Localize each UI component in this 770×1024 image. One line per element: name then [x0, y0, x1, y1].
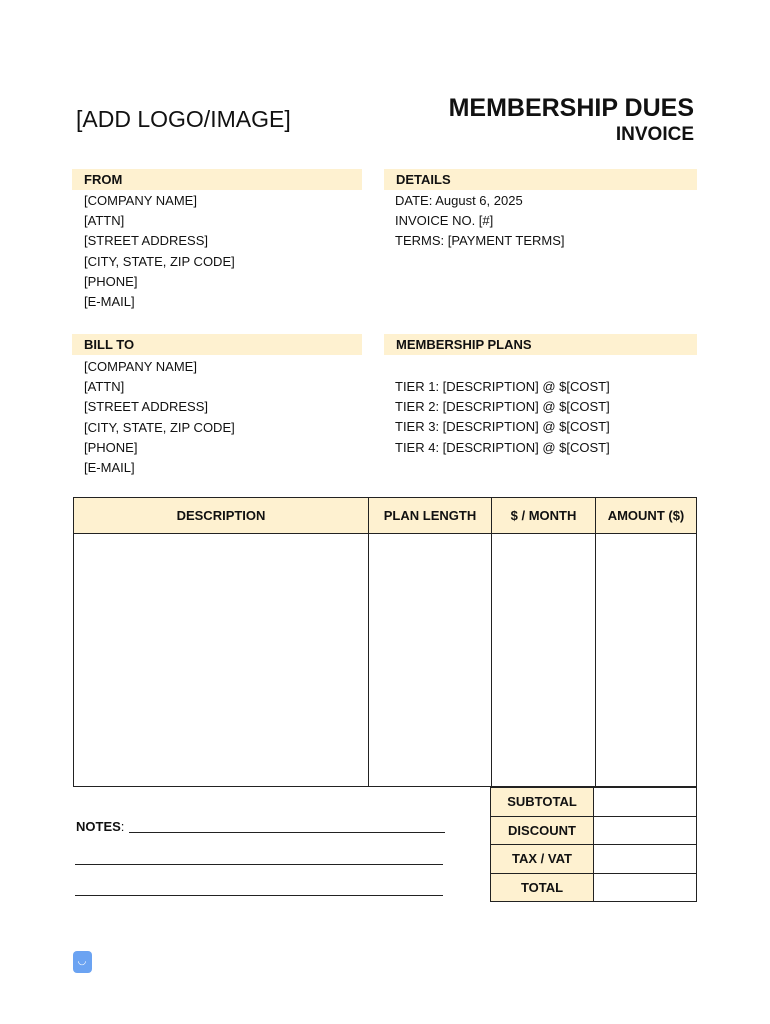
plan-tier-3: TIER 3: [DESCRIPTION] @ $[COST]: [395, 419, 610, 435]
discount-row: [491, 816, 697, 845]
plan-tier-1: TIER 1: [DESCRIPTION] @ $[COST]: [395, 379, 610, 394]
notes-label-wrap: [76, 819, 124, 834]
col-description: DESCRIPTION: [74, 498, 369, 534]
description-cell[interactable]: [74, 534, 369, 787]
bill-to-phone: [PHONE]: [84, 439, 138, 455]
tax-row: [491, 845, 697, 874]
tax-label: TAX / VAT: [491, 845, 594, 874]
details-block: [395, 191, 565, 252]
membership-plans-heading: MEMBERSHIP PLANS: [384, 334, 697, 355]
items-body-row: [74, 534, 697, 787]
items-table: [73, 497, 697, 787]
subtotal-value[interactable]: [594, 788, 697, 817]
notes-label: NOTES: [76, 819, 121, 834]
from-heading: FROM: [72, 169, 362, 190]
total-label: TOTAL: [491, 873, 594, 902]
notes-line-3[interactable]: [75, 895, 443, 896]
per-month-cell[interactable]: [492, 534, 596, 787]
bill-to-address: [84, 357, 235, 478]
from-attn: [ATTN]: [84, 213, 125, 229]
details-heading: DETAILS: [384, 169, 697, 190]
amount-cell[interactable]: [596, 534, 697, 787]
total-row: [491, 873, 697, 902]
from-street: [STREET ADDRESS]: [84, 233, 209, 249]
notes-line-1[interactable]: [129, 832, 445, 833]
plan-length-cell[interactable]: [369, 534, 492, 787]
col-plan-length: PLAN LENGTH: [369, 498, 492, 534]
details-invoice-no: INVOICE NO. [#]: [395, 213, 494, 229]
details-date: DATE: August 6, 2025: [395, 193, 523, 208]
from-phone: [PHONE]: [84, 273, 138, 289]
membership-plans-list: [395, 377, 610, 458]
col-per-month: $ / MONTH: [492, 498, 596, 534]
plan-tier-2: TIER 2: [DESCRIPTION] @ $[COST]: [395, 399, 610, 415]
details-terms: TERMS: [PAYMENT TERMS]: [395, 233, 565, 249]
col-amount: AMOUNT ($): [596, 498, 697, 534]
subtotal-row: [491, 788, 697, 817]
bill-to-street: [STREET ADDRESS]: [84, 399, 209, 415]
from-address: [84, 191, 235, 312]
document-badge-icon: ◡: [73, 951, 92, 973]
from-company: [COMPANY NAME]: [84, 193, 197, 208]
from-email: [E-MAIL]: [84, 294, 135, 310]
discount-value[interactable]: [594, 816, 697, 845]
subtotal-label: SUBTOTAL: [491, 788, 594, 817]
plan-tier-4: TIER 4: [DESCRIPTION] @ $[COST]: [395, 439, 610, 455]
bill-to-email: [E-MAIL]: [84, 460, 135, 476]
bill-to-city: [CITY, STATE, ZIP CODE]: [84, 419, 235, 435]
discount-label: DISCOUNT: [491, 816, 594, 845]
bill-to-company: [COMPANY NAME]: [84, 359, 197, 374]
invoice-subtitle: INVOICE: [615, 124, 694, 145]
items-header-row: [74, 498, 697, 534]
invoice-title: MEMBERSHIP DUES: [448, 94, 694, 122]
total-value[interactable]: [594, 873, 697, 902]
bill-to-heading: BILL TO: [72, 334, 362, 355]
from-city: [CITY, STATE, ZIP CODE]: [84, 253, 235, 269]
bill-to-attn: [ATTN]: [84, 379, 125, 395]
tax-value[interactable]: [594, 845, 697, 874]
notes-line-2[interactable]: [75, 864, 443, 865]
logo-placeholder: [ADD LOGO/IMAGE]: [76, 106, 291, 132]
totals-table: [490, 787, 697, 902]
notes-colon: :: [120, 819, 125, 834]
